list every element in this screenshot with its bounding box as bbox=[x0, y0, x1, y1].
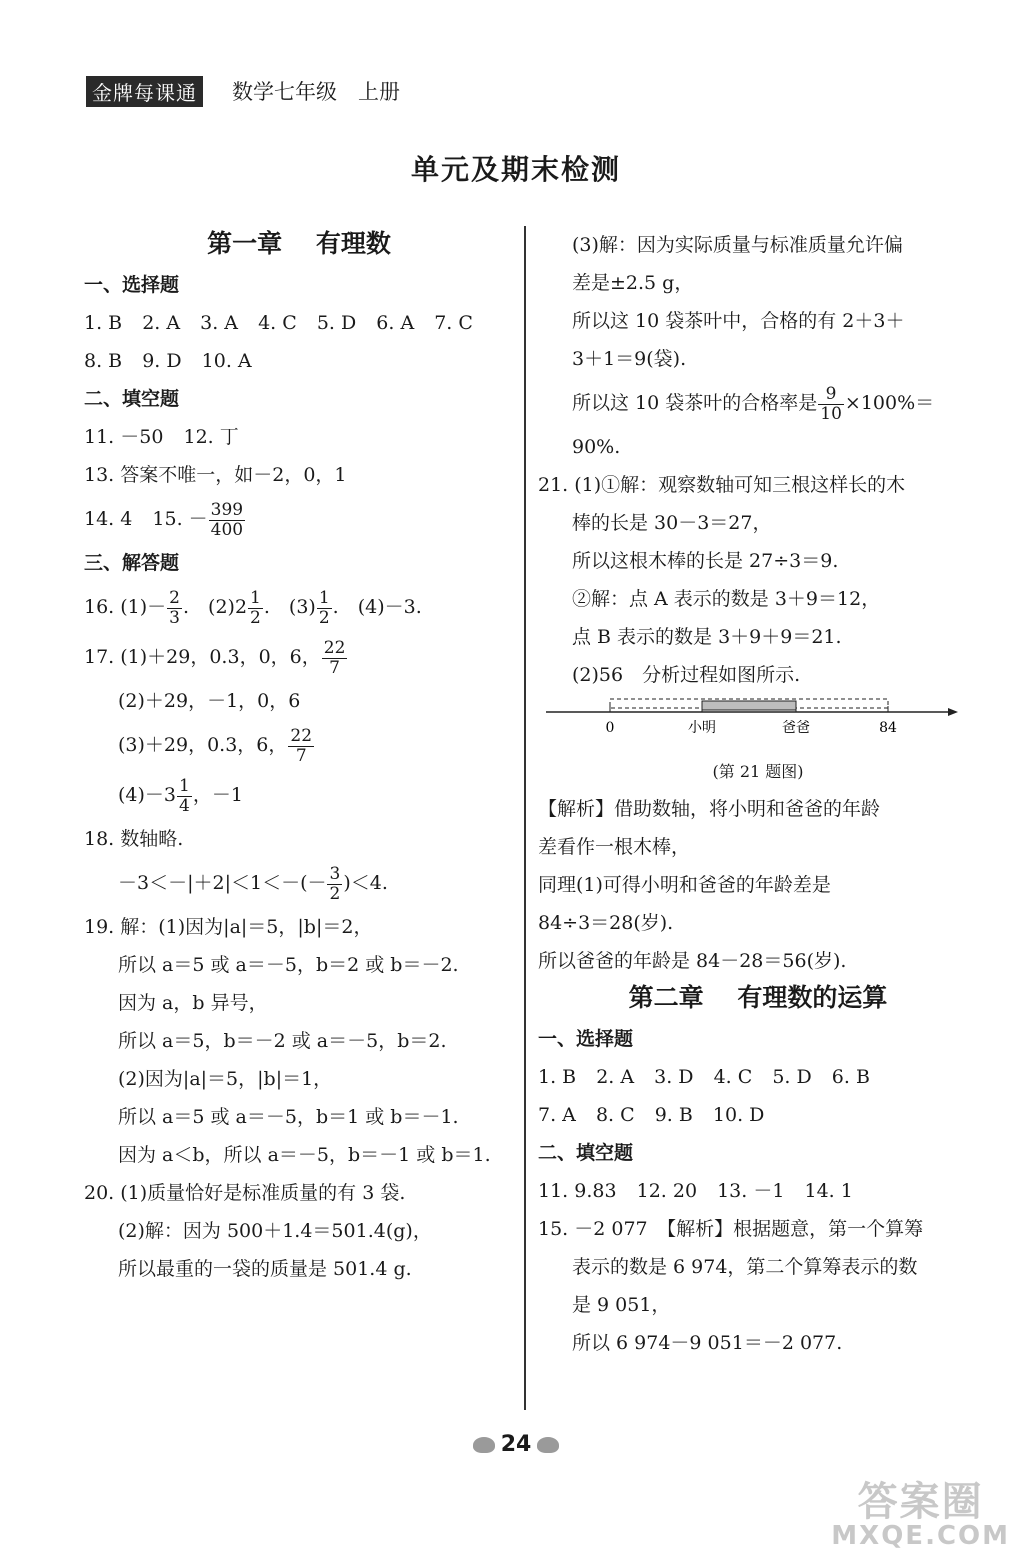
right-column bbox=[538, 226, 978, 1362]
answer-item: 2. A bbox=[596, 1066, 635, 1088]
answer-item: 1. B bbox=[84, 312, 123, 334]
arrow-icon bbox=[948, 708, 958, 716]
fraction: $\frac{22}{7}$ bbox=[290, 725, 313, 766]
fraction: $\frac{22}{7}$ bbox=[323, 637, 346, 678]
answer-item: 12. 20 bbox=[636, 1180, 698, 1202]
answer-item: 11. 9.83 bbox=[538, 1180, 617, 1202]
answer-item: 1. B bbox=[538, 1066, 577, 1088]
series-badge: 金牌每课通 bbox=[86, 76, 203, 107]
page-number: 24 bbox=[0, 1432, 1032, 1457]
answer-line: 3＋1＝9(袋). bbox=[572, 348, 687, 370]
chapter-heading: 第一章 有理数 bbox=[207, 229, 391, 258]
answer-line: 因为 a＜b，所以 a＝－5，b＝－1 或 b＝1. bbox=[118, 1144, 491, 1166]
watermark-url: MXQE.COM bbox=[831, 1521, 1010, 1551]
chapter-heading: 第二章 有理数的运算 bbox=[628, 983, 888, 1012]
answer-line: 所以这 10 袋茶叶的合格率是 $\frac{9}{10}$ ×100%＝ bbox=[572, 383, 935, 424]
answer-item: 14. 1 bbox=[804, 1180, 853, 1202]
leaf-icon bbox=[537, 1437, 559, 1453]
page-title: 单元及期末检测 bbox=[410, 153, 621, 186]
answer-item: 11. －50 bbox=[84, 426, 164, 448]
answer-row bbox=[84, 304, 514, 342]
answer-row bbox=[84, 494, 514, 544]
leaf-icon bbox=[473, 1437, 495, 1453]
answer-item: 7. C bbox=[434, 312, 473, 334]
answer-row bbox=[538, 1172, 978, 1210]
number-line-figure bbox=[538, 694, 978, 754]
answer-line: 84÷3＝28(岁). bbox=[538, 912, 674, 934]
fraction: $\frac{399}{400}$ bbox=[210, 499, 244, 540]
section-heading: 二、填空题 bbox=[84, 388, 180, 410]
fraction: $\frac{2}{3}$ bbox=[169, 587, 180, 628]
tick-label: 0 bbox=[605, 720, 615, 736]
answer-item: 5. D bbox=[316, 312, 357, 334]
answer-line: (2)56 分析过程如图所示. bbox=[572, 664, 801, 686]
tick-label: 小明 bbox=[688, 720, 716, 736]
answer-line: 19. 解：(1)因为|a|＝5，|b|＝2， bbox=[84, 916, 373, 938]
answer-line: 90%. bbox=[572, 436, 621, 458]
answer-row bbox=[538, 1096, 978, 1134]
fraction: $\frac{1}{2}$ bbox=[318, 587, 330, 628]
answer-row bbox=[84, 342, 514, 380]
answer-item: 2. A bbox=[142, 312, 181, 334]
answer-item: 3. D bbox=[654, 1066, 694, 1088]
answer-line: －3＜－|＋2|＜1＜－(－ $\frac{3}{2}$ )＜4. bbox=[118, 863, 388, 904]
answer-line: 16. (1)－ $\frac{2}{3}$ . (2)2 $\frac{1}{2}$ . (3) $\frac{1}{2}$ . (4)－3. bbox=[84, 587, 422, 628]
answer-line: ②解：点 A 表示的数是 3＋9＝12， bbox=[572, 588, 881, 610]
answer-item: 13. －1 bbox=[717, 1180, 785, 1202]
answer-item: 8. B bbox=[84, 350, 123, 372]
fraction: $\frac{3}{2}$ bbox=[329, 863, 341, 904]
answer-line: 所以爸爸的年龄是 84－28＝56(岁). bbox=[538, 950, 847, 972]
answer-row bbox=[84, 418, 514, 456]
answer-item: 10. A bbox=[201, 350, 252, 372]
answer-line: 所以 6 974－9 051＝－2 077. bbox=[572, 1332, 843, 1354]
fraction: $\frac{1}{4}$ bbox=[179, 775, 190, 816]
answer-line: 17. (1)＋29，0.3，0，6， $\frac{22}{7}$ bbox=[84, 637, 346, 678]
answer-line: 18. 数轴略. bbox=[84, 828, 184, 850]
answer-line: 差看作一根木棒， bbox=[538, 836, 691, 858]
watermark-text: 答案圈 bbox=[857, 1479, 984, 1525]
answer-line: 点 B 表示的数是 3＋9＋9＝21. bbox=[572, 626, 842, 648]
book-subtitle: 数学七年级 上册 bbox=[232, 80, 400, 104]
answer-item: 9. D bbox=[142, 350, 182, 372]
solid-rod bbox=[702, 701, 796, 710]
answer-line: 所以最重的一袋的质量是 501.4 g. bbox=[118, 1258, 412, 1280]
watermark bbox=[831, 1470, 1010, 1551]
answer-item: 6. A bbox=[376, 312, 415, 334]
answer-item: 15. － bbox=[152, 508, 208, 530]
answer-line: 所以 a＝5 或 a＝－5，b＝1 或 b＝－1. bbox=[118, 1106, 459, 1128]
answer-line: 所以这 10 袋茶叶中，合格的有 2＋3＋ bbox=[572, 310, 905, 332]
answer-line: 所以这根木棒的长是 27÷3＝9. bbox=[572, 550, 839, 572]
answer-item: 5. D bbox=[772, 1066, 812, 1088]
answer-item: 3. A bbox=[200, 312, 239, 334]
answer-item: 14. 4 bbox=[84, 508, 133, 530]
answer-row bbox=[538, 1058, 978, 1096]
answer-item: 9. B bbox=[654, 1104, 693, 1126]
answer-line: 是 9 051， bbox=[572, 1294, 671, 1316]
answer-item: 8. C bbox=[595, 1104, 635, 1126]
answer-line: 因为 a，b 异号， bbox=[118, 992, 268, 1014]
tick-label: 爸爸 bbox=[782, 720, 810, 736]
answer-item: 6. B bbox=[831, 1066, 870, 1088]
answer-item: 12. 丁 bbox=[183, 426, 239, 448]
answer-line: 21. (1)①解：观察数轴可知三根这样长的木 bbox=[538, 474, 906, 496]
answer-item: 7. A bbox=[538, 1104, 576, 1126]
section-heading: 一、选择题 bbox=[538, 1028, 634, 1050]
section-heading: 一、选择题 bbox=[84, 274, 180, 296]
answer-line: (4)－3 $\frac{1}{4}$ ，－1 bbox=[118, 775, 243, 816]
answer-line: 15. －2 077 【解析】根据题意，第一个算筹 bbox=[538, 1218, 924, 1240]
answer-line: (2)解：因为 500＋1.4＝501.4(g)， bbox=[118, 1220, 432, 1242]
fraction: $\frac{9}{10}$ bbox=[820, 383, 842, 424]
tick-label: 84 bbox=[879, 720, 897, 736]
section-heading: 二、填空题 bbox=[538, 1142, 634, 1164]
left-column bbox=[84, 226, 514, 1288]
answer-line: 差是±2.5 g， bbox=[572, 272, 694, 294]
answer-line: 同理(1)可得小明和爸爸的年龄差是 bbox=[538, 874, 831, 896]
answer-line: (2)＋29，－1，0，6 bbox=[118, 690, 301, 712]
answer-line: 13. 答案不唯一，如－2，0，1 bbox=[84, 464, 347, 486]
number-line-svg bbox=[544, 694, 964, 754]
answer-line: 所以 a＝5，b＝－2 或 a＝－5，b＝2. bbox=[118, 1030, 447, 1052]
answer-line: 20. (1)质量恰好是标准质量的有 3 袋. bbox=[84, 1182, 406, 1204]
fraction: $\frac{1}{2}$ bbox=[250, 587, 261, 628]
answer-line: 表示的数是 6 974，第二个算筹表示的数 bbox=[572, 1256, 918, 1278]
figure-caption: (第 21 题图) bbox=[712, 762, 804, 781]
column-divider bbox=[524, 226, 526, 1410]
answer-item: 4. C bbox=[713, 1066, 753, 1088]
answer-line: (3)＋29，0.3，6， $\frac{22}{7}$ bbox=[118, 725, 313, 766]
section-heading: 三、解答题 bbox=[84, 552, 180, 574]
answer-line: 【解析】借助数轴，将小明和爸爸的年龄 bbox=[538, 798, 881, 820]
answer-item: 4. C bbox=[258, 312, 297, 334]
answer-line: (3)解：因为实际质量与标准质量允许偏 bbox=[572, 234, 903, 256]
answer-line: 棒的长是 30－3＝27， bbox=[572, 512, 772, 534]
answer-item: 10. D bbox=[712, 1104, 765, 1126]
answer-line: (2)因为|a|＝5，|b|＝1， bbox=[118, 1068, 333, 1090]
answer-line: 所以 a＝5 或 a＝－5，b＝2 或 b＝－2. bbox=[118, 954, 459, 976]
